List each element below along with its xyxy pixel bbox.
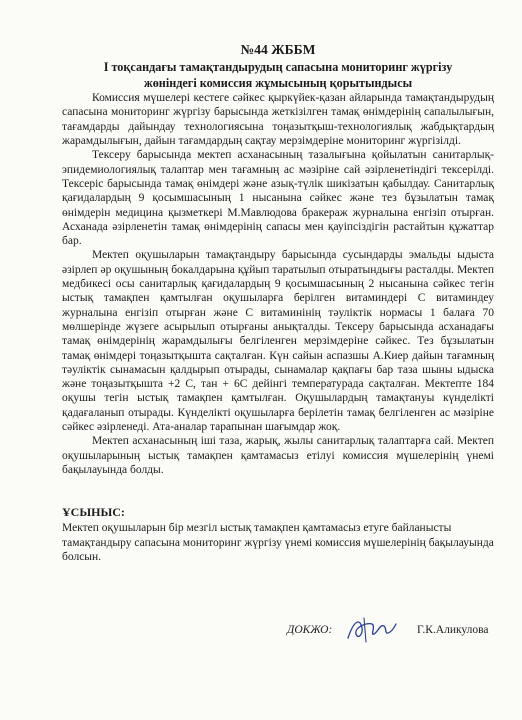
body-paragraph-4: Мектеп асханасының іші таза, жарық, жылы санитарлық талаптарға сай. Мектеп оқушыларының ыстық тамақпен қамтамасыз етілуі комиссия мүшелерінің үнемі бақылауында болды. xyxy=(62,435,494,476)
document-title: №44 ЖББМ xyxy=(240,42,316,57)
signer-name: Г.К.Аликулова xyxy=(417,624,489,636)
body-paragraph-2: Тексеру барысында мектеп асханасының тазалығына қойылатын санитарлық-эпидемиологиялық талаптар мен тағамның ас мәзіріне сай әзірленетіндігі тексерілді. Тексеріс барысында тамақ өнімдері және азық-түлік шикізатын қабылдау. Санитарлық қағидалардың 9 қосымшасының 1 нысанына сәйкес және тез бұзылатын тамақ өнімдерін медицина қызметкері М.Мавлюдова бракераж журналына енгізіп отырған. Асханада әзірленетін тамақ өнімдерінің сапасы мен қауіпсіздігін растайтын құжаттар бар. xyxy=(62,149,494,248)
signature-label: ДОКЖО: xyxy=(287,624,333,636)
body-paragraph-1: Комиссия мүшелері кестеге сәйкес қыркүйек-қазан айларында тамақтандырудың сапасына мониторинг жүргізу барысында жеткізілген тамақ өнімдерінің сапалылығын, тағамдарды дайындау технологиясына тоңазытқыш-технологиялық жабдықтардың жарамдылығын, дайын тағамдардың сақтау мерзімдеріне мониторинг жүргізілді. xyxy=(62,92,494,148)
signature-block xyxy=(62,620,494,644)
handwritten-signature-icon xyxy=(344,614,398,646)
document-subtitle-line-1: І тоқсандағы тамақтандырудың сапасына мониторинг жүргізу xyxy=(103,60,453,74)
recommendation-text: Мектеп оқушыларын бір мезгіл ыстық тамақпен қамтамасыз етуге байланысты тамақтандыру сапасына мониторинг жүргізу үнемі комиссия мүшелерінің бақылауында болсын. xyxy=(62,522,494,563)
document-subtitle-line-2: жөніндегі комиссия жұмысының қорытындысы xyxy=(143,75,413,90)
body-paragraph-3: Мектеп оқушыларын тамақтандыру барысында сусындарды эмальды ыдыста әзірлеп әр оқушының бокалдарына құйып таратылып отыратындығы расталды. Мектеп медбикесі осы санитарлық қағидалардың 9 қосымшасының 2 нысанына сәйкес тегін ыстық тамақпен қамтылған оқушыларға берілген витаминдері С витаминдеу журналына енгізіп отырған және С витаминінің тәуліктік нормасы 1 балаға 70 мөлшерінде жүзеге асырылып отырғаны анықталды. Тексеру барысында асханадағы тамақ өнімдерінің жарамдылығы белгіленген мерзімдеріне сәйкес. Тез бұзылатын тамақ өнімдері тоңазытқышта сақталған. Күн сайын аспазшы А.Киер дайын тағамның тәуліктік сынамасын қалдырып отырады, сынамалар қақпағы бар таза шыны ыдыска және тоңазытқышта +2 С, тан + 6С дейінгі температурада сақталған. Мектепте 184 оқушы тегін ыстық тамақпен қамтылған. Оқушылардың тамақтануы күнделікті қадағаланып отырады. Күнделікті оқушыларға берілетін тамақ белгіленген ас мәзіріне сәйкес әзірленеді. Ата-аналар тарапынан шағымдар жоқ. xyxy=(62,249,494,434)
recommendation-heading: ҰСЫНЫС: xyxy=(62,505,125,520)
